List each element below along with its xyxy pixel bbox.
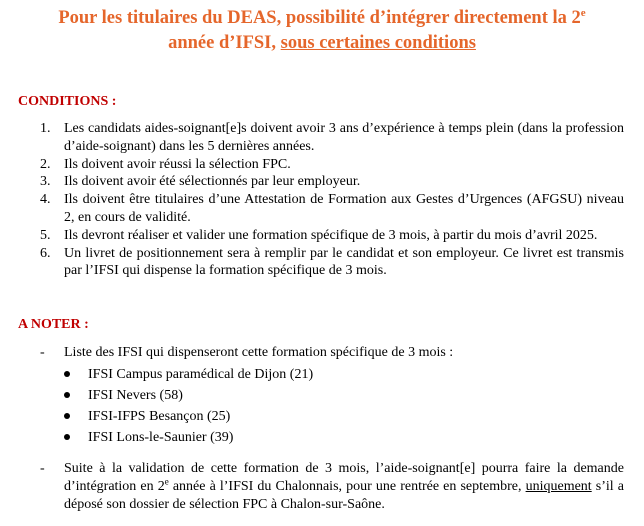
condition-number: 3. bbox=[40, 174, 51, 190]
condition-item bbox=[0, 227, 624, 245]
integration-note bbox=[64, 460, 624, 513]
noter-heading: A NOTER : bbox=[18, 317, 89, 332]
title-underlined-phrase: sous certaines conditions bbox=[280, 33, 476, 53]
condition-number: 2. bbox=[40, 156, 51, 172]
condition-item bbox=[0, 156, 624, 174]
integration-note-part2: année à l’IFSI du Chalonnais, pour une rentrée en septembre, bbox=[168, 478, 526, 494]
integration-note-part3: s’il a déposé son dossier de sélection FPC à Chalon-sur-Saône. bbox=[64, 478, 625, 512]
condition-text: Les candidats aides-soignant[e]s doivent avoir 3 ans d’expérience à temps plein (dans la profession d’aide-soignant) dans les 5 dernières années. bbox=[64, 121, 624, 154]
condition-text: Ils devront réaliser et valider une formation spécifique de 3 mois, à partir du mois d’avril 2025. bbox=[64, 227, 598, 243]
condition-text: Ils doivent avoir été sélectionnés par leur employeur. bbox=[64, 174, 361, 190]
condition-number: 4. bbox=[40, 192, 51, 208]
condition-text: Ils doivent avoir réussi la sélection FPC. bbox=[64, 156, 291, 172]
condition-item bbox=[0, 191, 624, 227]
ifsi-name: IFSI Campus paramédical de Dijon (21) bbox=[88, 367, 314, 382]
title-line1: Pour les titulaires du DEAS, possibilité d’intégrer directement la 2 bbox=[58, 8, 581, 28]
conditions-list bbox=[0, 120, 624, 280]
noter-dash-item bbox=[0, 344, 624, 362]
condition-number: 6. bbox=[40, 245, 51, 261]
conditions-heading: CONDITIONS : bbox=[18, 94, 117, 109]
bullet-icon bbox=[64, 434, 70, 440]
ifsi-list-item bbox=[0, 427, 313, 448]
ifsi-name: IFSI-IFPS Besançon (25) bbox=[88, 409, 231, 424]
ifsi-name: IFSI Lons-le-Saunier (39) bbox=[88, 430, 234, 445]
document-title bbox=[0, 6, 644, 56]
title-line2: année d’IFSI, bbox=[168, 33, 281, 53]
condition-text: Ils doivent être titulaires d’une Attestation de Formation aux Gestes d’Urgences (AFGSU) niveau 2, en cours de validité. bbox=[64, 192, 624, 225]
bullet-icon bbox=[64, 371, 70, 377]
ifsi-name: IFSI Nevers (58) bbox=[88, 388, 183, 403]
dash-marker: - bbox=[40, 345, 45, 360]
bullet-icon bbox=[64, 392, 70, 398]
ifsi-list-item bbox=[0, 364, 313, 385]
condition-number: 1. bbox=[40, 121, 51, 136]
condition-text: Un livret de positionnement sera à remplir par le candidat et son employeur. Ce livret est transmis par l’IFSI qui dispense la formation spécifique de 3 mois. bbox=[64, 245, 624, 279]
condition-item bbox=[0, 120, 624, 156]
condition-item bbox=[0, 245, 624, 281]
integration-note-superscript: e bbox=[164, 476, 169, 487]
ifsi-list-item bbox=[0, 385, 313, 406]
bullet-icon bbox=[64, 413, 70, 419]
dash-marker: - bbox=[40, 461, 45, 476]
condition-item bbox=[0, 173, 624, 191]
ifsi-list bbox=[0, 364, 313, 448]
title-superscript: e bbox=[580, 6, 586, 19]
noter-dash-item bbox=[0, 460, 624, 513]
ifsi-list-item bbox=[0, 406, 313, 427]
integration-note-part1: Suite à la validation de cette formation de 3 mois, l’aide-soignant[e] pourra faire la demande d’intégration en 2 bbox=[64, 461, 624, 494]
ifsi-list-intro: Liste des IFSI qui dispenseront cette formation spécifique de 3 mois : bbox=[64, 345, 454, 360]
integration-note-underlined: uniquement bbox=[525, 478, 592, 494]
condition-number: 5. bbox=[40, 227, 51, 243]
